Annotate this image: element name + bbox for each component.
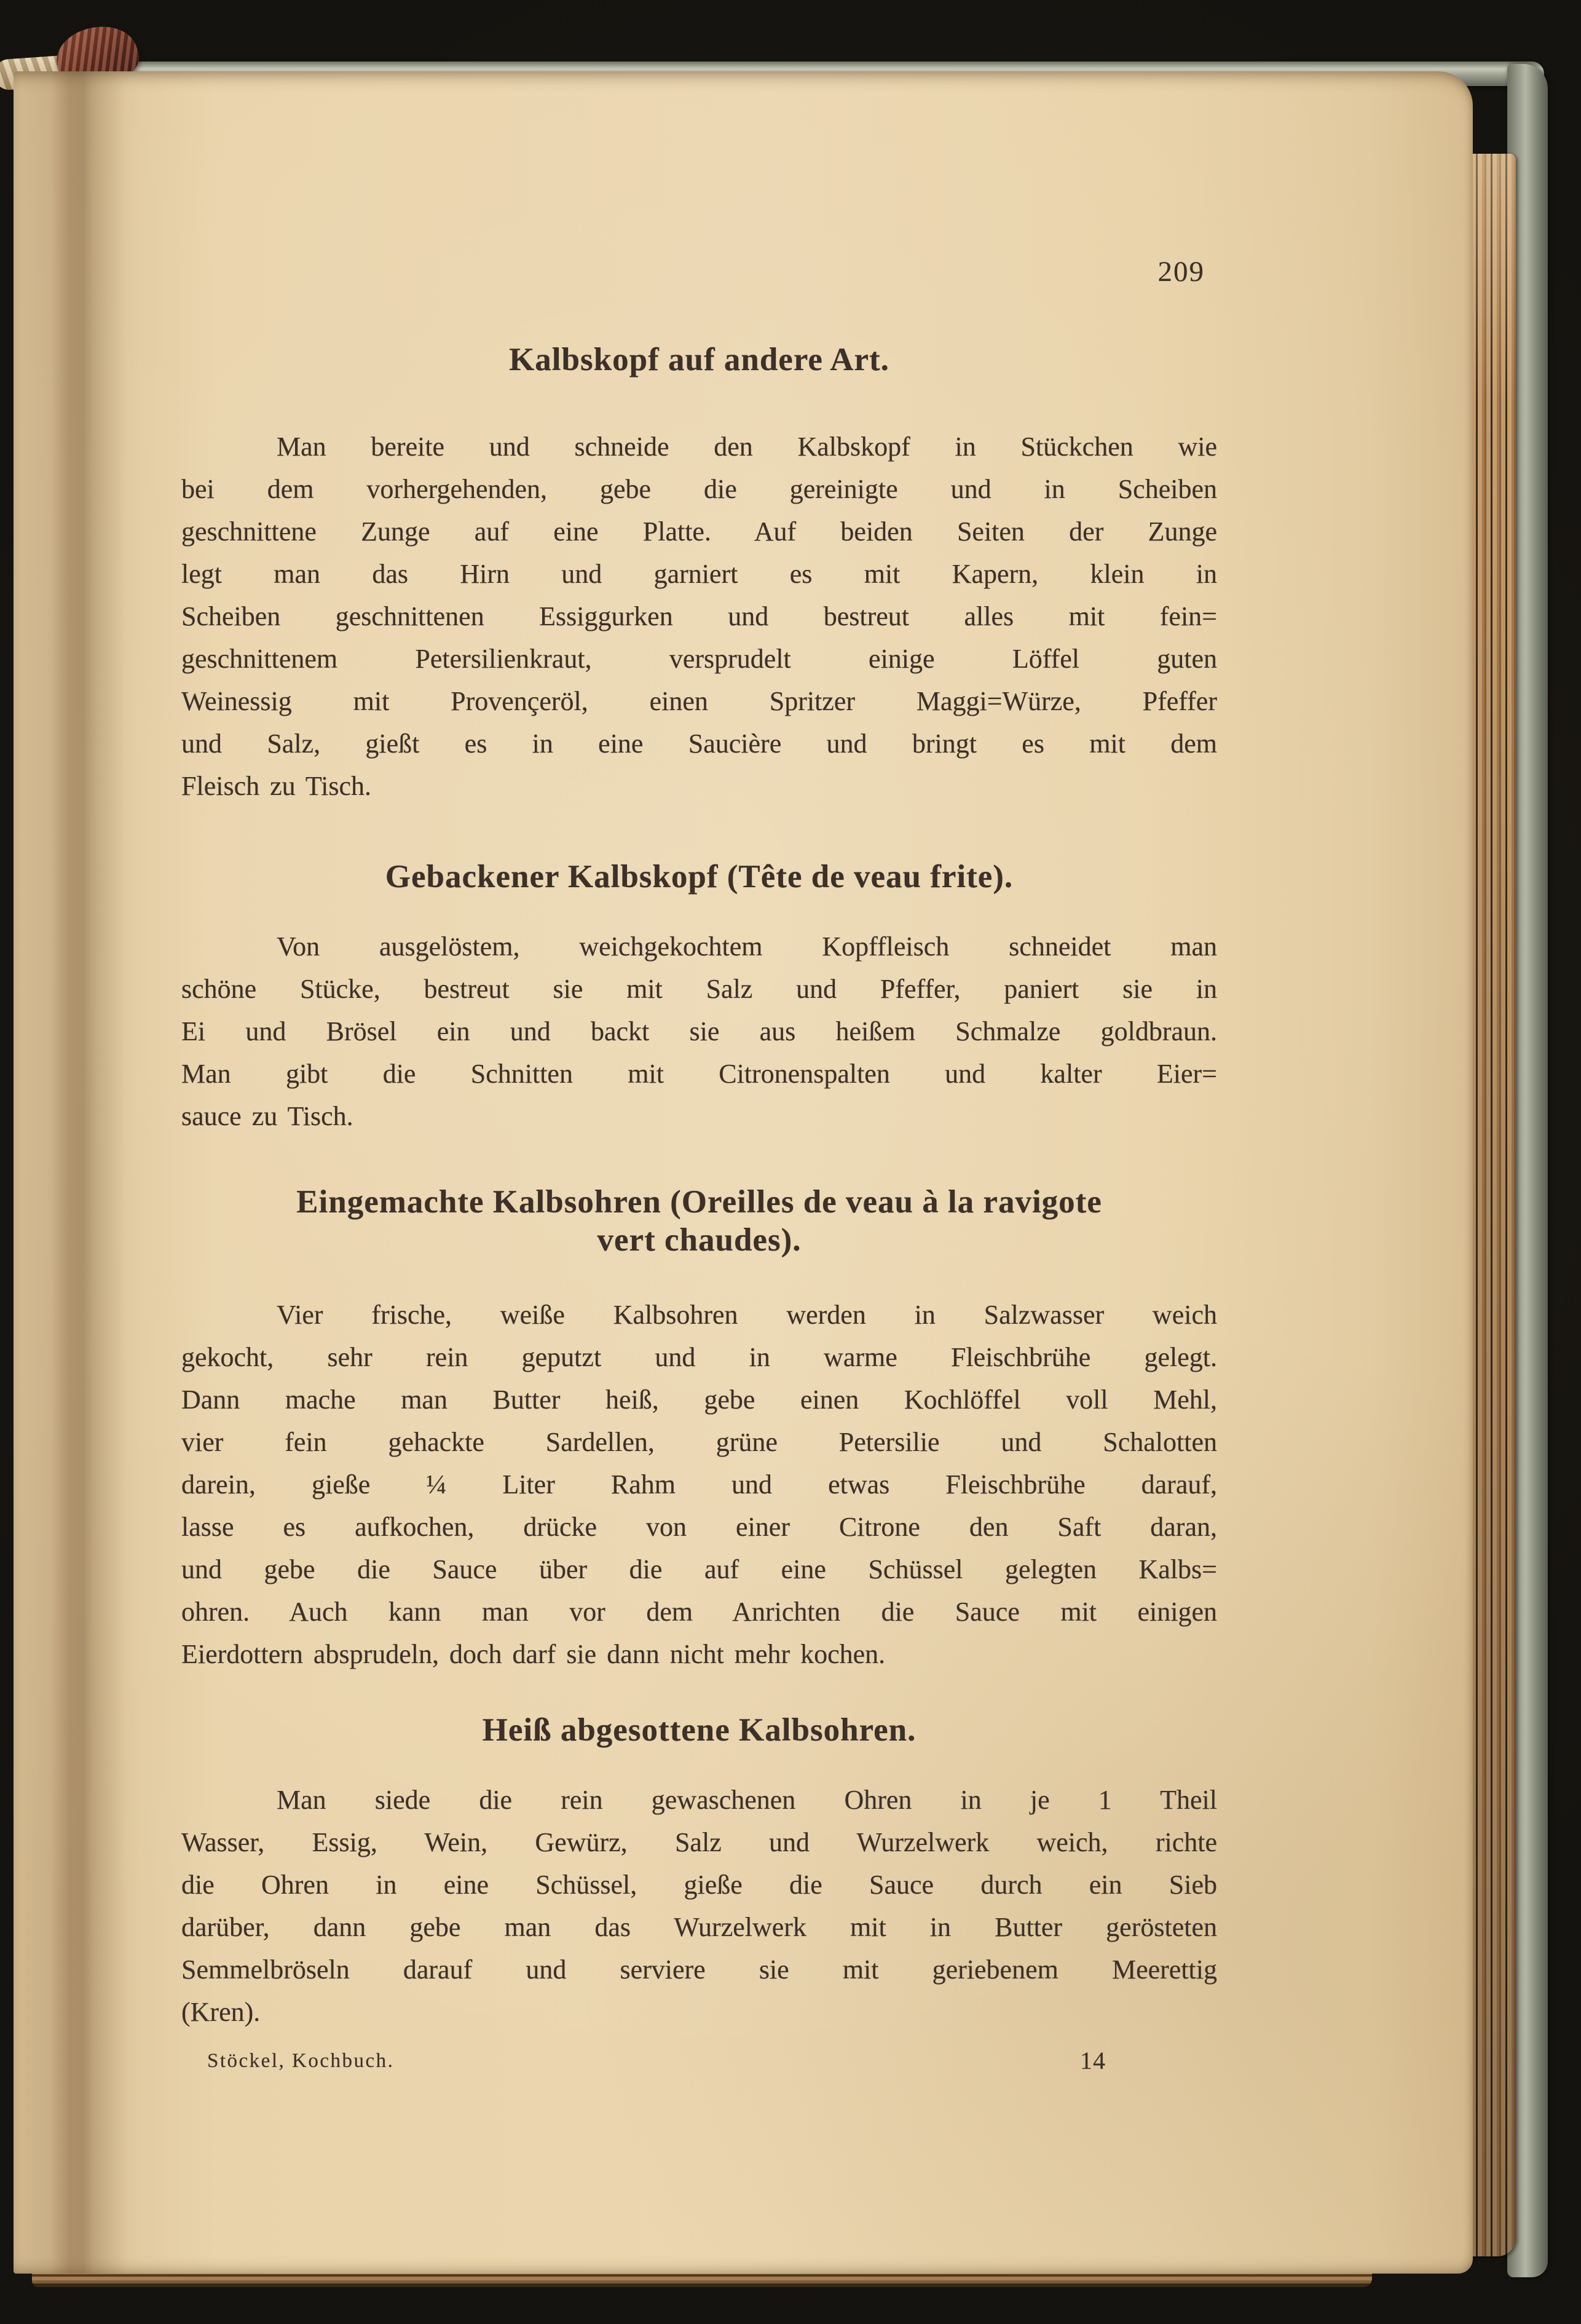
text-line: Man gibt die Schnitten mit Citronenspalten und kalter Eier= — [181, 1059, 1217, 1089]
book-page — [14, 71, 1473, 2274]
page-footer — [181, 2046, 1217, 2089]
text-line: darüber, dann gebe man das Wurzelwerk mit in Butter gerösteten — [181, 1912, 1217, 1942]
text-line: bei dem vorhergehenden, gebe die gereinigte und in Scheiben — [181, 474, 1217, 504]
recipe-heading — [181, 1711, 1217, 1749]
text-line: die Ohren in eine Schüssel, gieße die Sauce durch ein Sieb — [181, 1870, 1217, 1900]
text-line: Man bereite und schneide den Kalbskopf in Stückchen wie — [277, 432, 1217, 462]
text-line: gekocht, sehr rein geputzt und in warme Fleischbrühe gelegt. — [181, 1342, 1217, 1372]
text-line: und gebe die Sauce über die auf eine Schüssel gelegten Kalbs= — [181, 1554, 1217, 1584]
page-number: 209 — [1157, 256, 1205, 288]
text-line: Von ausgelöstem, weichgekochtem Kopffleisch schneidet man — [277, 931, 1217, 962]
text-line: Man siede die rein gewaschenen Ohren in je 1 Theil — [277, 1785, 1217, 1815]
recipe-section-eingemachte-kalbsohren — [181, 1183, 1217, 1675]
text-line: Eierdottern absprudeln, doch darf sie dann nicht mehr kochen. — [181, 1639, 886, 1669]
text-line: geschnittene Zunge auf eine Platte. Auf beiden Seiten der Zunge — [181, 516, 1217, 547]
text-line: Eingemachte Kalbsohren (Oreilles de veau à la ravigote — [296, 1184, 1102, 1220]
text-line: und Salz, gießt es in eine Saucière und bringt es mit dem — [181, 729, 1217, 759]
recipe-section-gebackener-kalbskopf — [181, 858, 1217, 1137]
recipe-paragraph — [181, 1779, 1217, 2033]
text-line: schöne Stücke, bestreut sie mit Salz und Pfeffer, paniert sie in — [181, 974, 1217, 1004]
recipe-section-kalbskopf-andere-art — [181, 341, 1217, 807]
text-line: lasse es aufkochen, drücke von einer Citrone den Saft daran, — [181, 1512, 1217, 1542]
recipe-paragraph — [181, 1294, 1217, 1675]
recipe-paragraph — [181, 425, 1217, 807]
text-line: Vier frische, weiße Kalbsohren werden in Salzwasser weich — [277, 1300, 1217, 1330]
footer-publisher: Stöckel, Kochbuch. — [207, 2050, 395, 2072]
text-line: Weinessig mit Provençeröl, einen Spritzer Maggi=Würze, Pfeffer — [181, 686, 1217, 716]
text-line: Heiß abgesottene Kalbsohren. — [482, 1712, 917, 1748]
text-line: Semmelbröseln darauf und serviere sie mit geriebenem Meerettig — [181, 1954, 1217, 1985]
gutter-fold-shadow — [52, 71, 125, 2274]
text-line: darein, gieße ¼ Liter Rahm und etwas Fleischbrühe darauf, — [181, 1469, 1217, 1500]
recipe-heading — [181, 341, 1217, 379]
text-line: Wasser, Essig, Wein, Gewürz, Salz und Wurzelwerk weich, richte — [181, 1827, 1217, 1857]
text-line: legt man das Hirn und garniert es mit Kapern, klein in — [181, 559, 1217, 589]
text-line: vert chaudes). — [597, 1222, 802, 1258]
recipe-section-heiss-abgesottene-kalbsohren — [181, 1711, 1217, 2033]
text-line: geschnittenem Petersilienkraut, versprudelt einige Löffel guten — [181, 644, 1217, 674]
page-text-block — [181, 71, 1217, 2033]
footer-signature-number: 14 — [1080, 2047, 1106, 2074]
text-line: Gebackener Kalbskopf (Tête de veau frite). — [385, 859, 1014, 895]
text-line: vier fein gehackte Sardellen, grüne Petersilie und Schalotten — [181, 1427, 1217, 1457]
text-line: ohren. Auch kann man vor dem Anrichten die Sauce mit einigen — [181, 1597, 1217, 1627]
text-line: (Kren). — [181, 1997, 261, 2027]
text-line: Scheiben geschnittenen Essiggurken und bestreut alles mit fein= — [181, 601, 1217, 631]
recipe-paragraph — [181, 925, 1217, 1137]
text-line: Fleisch zu Tisch. — [181, 771, 372, 801]
text-line: sauce zu Tisch. — [181, 1101, 353, 1131]
text-line: Dann mache man Butter heiß, gebe einen Kochlöffel voll Mehl, — [181, 1385, 1217, 1415]
text-line: Kalbskopf auf andere Art. — [509, 342, 889, 377]
text-line: Ei und Brösel ein und backt sie aus heißem Schmalze goldbraun. — [181, 1016, 1217, 1046]
recipe-heading — [181, 1183, 1217, 1259]
recipe-heading — [181, 858, 1217, 896]
